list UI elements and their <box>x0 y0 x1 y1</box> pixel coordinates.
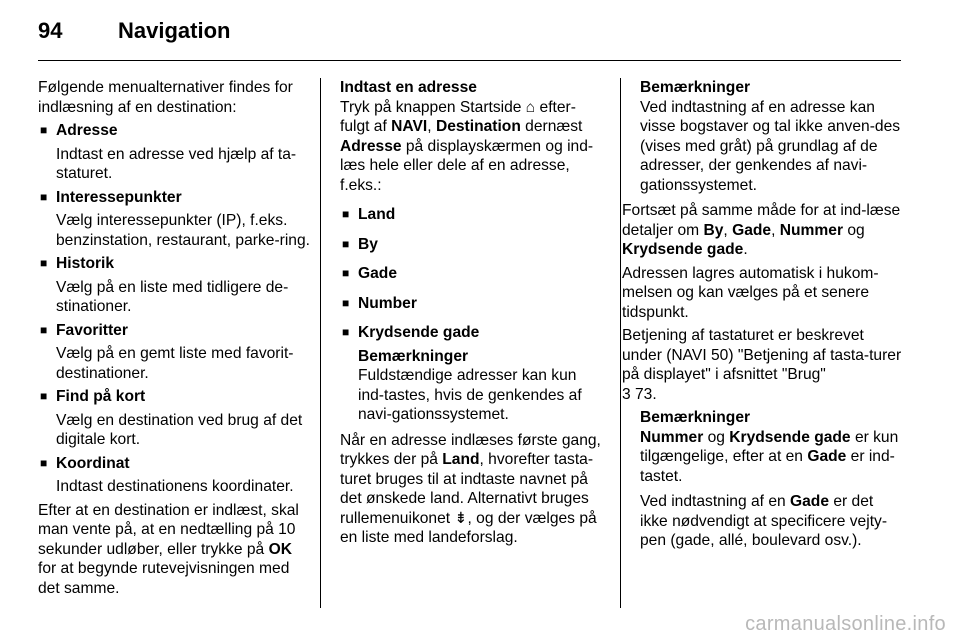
gade-label: Gade <box>732 221 772 239</box>
item-title: Interessepunkter <box>56 188 182 206</box>
gade-label: Gade <box>790 493 829 510</box>
section-heading: Indtast en adresse <box>340 79 477 96</box>
item-title: Find på kort <box>56 388 146 405</box>
text: og <box>843 221 865 239</box>
note-title: Bemærkninger <box>358 347 469 365</box>
text: Fortsæt på samme måde for at ind-læse detaljer om <box>622 202 901 239</box>
bullet-icon: ■ <box>342 266 350 280</box>
bullet-icon: ■ <box>40 189 48 204</box>
item-title: Koordinat <box>56 454 130 472</box>
text: dernæst <box>520 118 583 135</box>
list-item <box>38 454 310 497</box>
col2-para-1 <box>340 98 602 196</box>
note-text: Ved indtastning af en adresse kan visse bogstaver og tal ikke anven-des (vises med gråt) på grundlag af de adresser, der genkendes af navi-gationssystemet. <box>640 98 901 194</box>
outro-text-a: Efter at en destination er indlæst, skal man vente på, at en nedtælling på 10 sekunder udløber, eller trykke på <box>38 501 299 558</box>
bullet-icon: ■ <box>40 389 48 403</box>
list-item <box>340 235 602 255</box>
note-title: Bemærkninger <box>640 409 751 426</box>
list-item <box>38 387 310 450</box>
text: , og der vælges på en liste med landeforslag. <box>340 509 597 546</box>
list-item <box>340 294 602 314</box>
adresse-label: Adresse <box>340 137 402 155</box>
by-label: By <box>703 221 724 239</box>
page-number: 94 <box>38 18 63 43</box>
watermark-footer: carmanualsonline.info <box>745 613 946 635</box>
item-desc: Vælg en destination ved brug af det digitale kort. <box>56 411 303 448</box>
item-title: Historik <box>56 255 115 272</box>
item-desc: Vælg på en liste med tidligere de-stinationer. <box>56 278 289 315</box>
text: er kun tilgængelige, efter at en <box>640 428 899 465</box>
column-divider-1 <box>320 78 321 608</box>
list-item <box>38 254 310 317</box>
list-item <box>340 205 602 225</box>
navi-label: NAVI <box>391 118 428 135</box>
nummer-label: Nummer <box>779 221 844 239</box>
col1-outro <box>38 501 310 599</box>
list-item <box>38 188 310 251</box>
bullet-icon: ■ <box>40 123 48 137</box>
outro-text-b: for at begynde rutevejvisningen med det samme. <box>38 560 290 597</box>
land-label: Land <box>442 451 480 468</box>
nummer-label: Nummer <box>640 428 704 446</box>
text: og <box>703 428 730 446</box>
column-1 <box>38 78 310 602</box>
text: er det ikke nødvendigt at specificere vejty-pen (gade, allé, boulevard osv.). <box>640 493 888 549</box>
column-3 <box>622 78 902 557</box>
list-item <box>38 321 310 384</box>
item-title: Favoritter <box>56 321 128 339</box>
ok-label: OK <box>268 540 292 558</box>
bullet-icon: ■ <box>342 325 350 339</box>
bullet-icon: ■ <box>342 295 350 310</box>
text: , <box>771 221 780 239</box>
column-2 <box>340 78 602 552</box>
krydsende-gade-label: Krydsende gade <box>729 428 851 446</box>
text: , <box>723 221 733 239</box>
text: , hvorefter tasta-turet bruges til at indtaste navnet på det ønskede land. Alternativt bruges rullemenuikonet <box>340 451 594 527</box>
col3-para-3 <box>622 326 902 404</box>
text: Betjening af tastaturet er beskrevet under (NAVI 50) "Betjening af tasta-turer på displayet" i afsnittet "Brug" <box>622 327 902 383</box>
note-para <box>640 492 902 551</box>
note-box <box>622 78 902 195</box>
page-title: Navigation <box>118 18 231 43</box>
item-desc: Indtast destinationens koordinater. <box>56 478 294 495</box>
page-reference: 3 73. <box>622 385 657 403</box>
note-box <box>622 408 902 551</box>
text: , <box>427 118 436 135</box>
text: Ved indtastning af en <box>640 493 790 510</box>
text: på displayskærmen og ind-læs hele eller dele af en adresse, f.eks.: <box>340 137 594 194</box>
item-desc: Indtast en adresse ved hjælp af ta-staturet. <box>56 145 297 182</box>
item-title: Gade <box>358 265 397 282</box>
note-title: Bemærkninger <box>640 79 751 96</box>
gade-label: Gade <box>807 448 847 465</box>
item-title: Adresse <box>56 122 118 139</box>
bullet-icon: ■ <box>342 236 350 251</box>
col3-para-2: Adressen lagres automatisk i hukom-melsen og kan vælges på et senere tidspunkt. <box>622 264 879 321</box>
col2-para-2 <box>340 431 602 548</box>
column-divider-2 <box>620 78 621 608</box>
item-title: Number <box>358 294 417 312</box>
krydsende-gade-label: Krydsende gade <box>622 241 744 258</box>
item-desc: Vælg på en gemt liste med favorit-destinationer. <box>56 345 294 382</box>
scroll-menu-icon: ⇟ <box>454 509 468 527</box>
item-title: Land <box>358 206 396 223</box>
list-item <box>340 323 602 343</box>
bullet-icon: ■ <box>40 322 48 337</box>
list-item <box>38 121 310 184</box>
text: Tryk på knappen Startside <box>340 98 526 116</box>
bullet-icon: ■ <box>40 256 48 270</box>
item-desc: Vælg interessepunkter (IP), f.eks. benzinstation, restaurant, parke-ring. <box>56 212 310 249</box>
text: er ind-tastet. <box>640 448 895 485</box>
text: Når en adresse indlæses første gang, trykkes der på <box>340 431 601 468</box>
list-item <box>340 264 602 284</box>
note-box <box>340 347 602 425</box>
destination-label: Destination <box>435 118 521 135</box>
text: efter-fulgt af <box>340 98 576 135</box>
col1-intro: Følgende menualternativer findes for indlæsning af en destination: <box>38 79 293 116</box>
text: . <box>743 241 748 258</box>
item-title: By <box>358 235 378 253</box>
note-text: Fuldstændige adresser kan kun ind-tastes, hvis de genkendes af navi-gationssystemet. <box>358 367 582 423</box>
item-title: Krydsende gade <box>358 324 480 341</box>
header-rule <box>38 60 901 61</box>
home-icon: ⌂ <box>525 98 536 116</box>
col3-para-1 <box>622 201 902 260</box>
bullet-icon: ■ <box>342 207 350 221</box>
bullet-icon: ■ <box>40 455 48 470</box>
